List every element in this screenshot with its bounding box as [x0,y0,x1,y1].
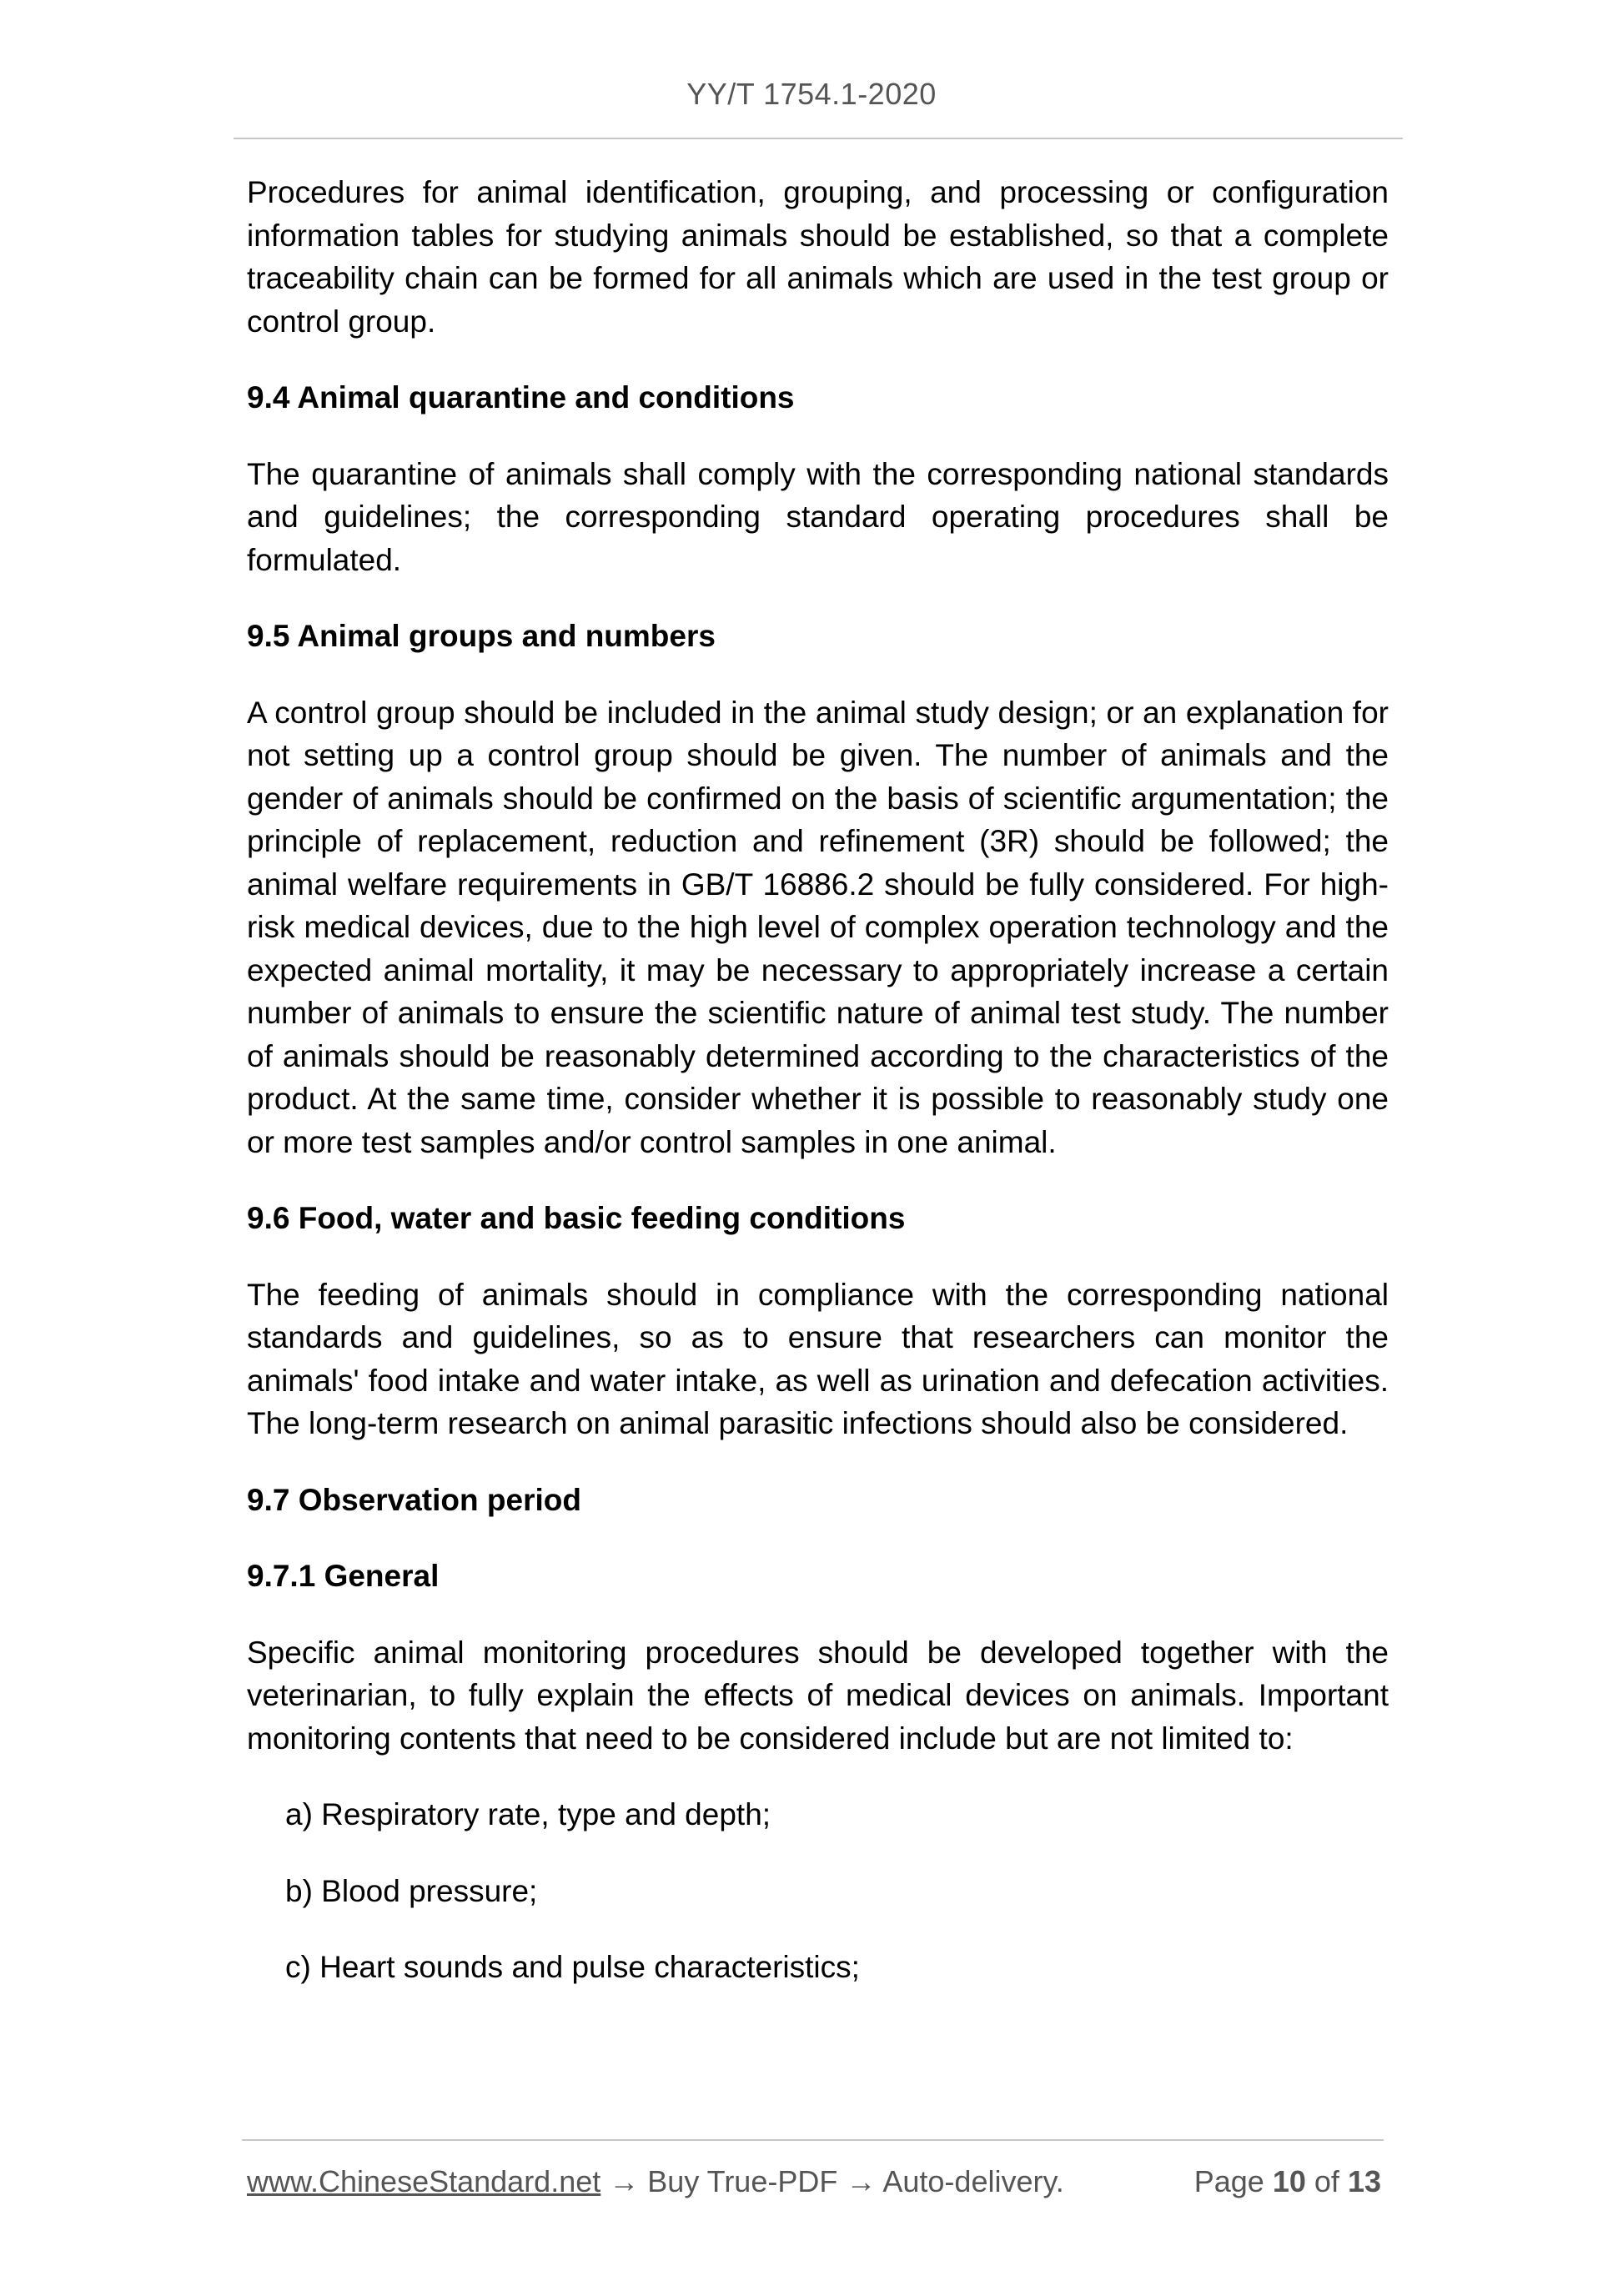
section-heading-9-6: 9.6 Food, water and basic feeding conditions [247,1201,906,1235]
footer-divider [242,2139,1384,2141]
arrow-icon: → [846,2164,877,2198]
paragraph-quarantine: The quarantine of animals shall comply with the corresponding national standards and guidelines; the corresponding standard operating procedures shall be formulated. [247,456,1389,577]
section-heading-9-7-1: 9.7.1 General [247,1559,440,1593]
total-pages-number: 13 [1347,2164,1381,2198]
page-indicator [1194,2164,1381,2199]
header-divider [234,138,1403,139]
auto-delivery-text: Auto-delivery. [882,2164,1064,2198]
current-page-number: 10 [1272,2164,1306,2198]
section-heading-9-5: 9.5 Animal groups and numbers [247,619,716,653]
paragraph-identification: Procedures for animal identification, grouping, and processing or configuration information tables for studying animals should be established, so that a complete traceability chain can be formed for all animals which are used in the test group or control group. [247,175,1389,339]
paragraph-groups-numbers: A control group should be included in the animal study design; or an explanation for not setting up a control group should be given. The number of animals and the gender of animals should be confirmed on the basis of scientific argumentation; the principle of replacement, reduction and refinement (3R) should be followed; the animal welfare requirements in GB/T 16886.2 should be fully considered. For high-risk medical devices, due to the high level of complex operation technology and the expected animal mortality, it may be necessary to appropriately increase a certain number of animals to ensure the scientific nature of animal test study. The number of animals should be reasonably determined according to the characteristics of the product. At the same time, consider whether it is possible to reasonably study one or more test samples and/or control samples in one animal. [247,695,1389,1159]
buy-true-pdf-text: Buy True-PDF [647,2164,838,2198]
document-id-header: YY/T 1754.1-2020 [686,77,937,111]
page-of-label: of [1314,2164,1339,2198]
document-body [247,171,1389,2022]
section-heading-9-4: 9.4 Animal quarantine and conditions [247,380,795,414]
list-item: c) Heart sounds and pulse characteristics; [285,1950,860,1984]
list-item: a) Respiratory rate, type and depth; [285,1797,771,1831]
website-link[interactable]: www.ChineseStandard.net [247,2164,601,2198]
section-heading-9-7: 9.7 Observation period [247,1482,581,1517]
page-label: Page [1193,2164,1264,2198]
arrow-icon: → [609,2164,640,2198]
paragraph-feeding: The feeding of animals should in compliance with the corresponding national standards and guidelines, so as to ensure that researchers can monitor the animals' food intake and water intake, as well as urination and defecation activities. The long-term research on animal parasitic infections should also be considered. [247,1277,1389,1440]
list-item: b) Blood pressure; [285,1873,538,1908]
paragraph-monitoring: Specific animal monitoring procedures should be developed together with the veterinarian, to fully explain the effects of medical devices on animals. Important monitoring contents that need to be considered include but are not limited to: [247,1635,1389,1756]
